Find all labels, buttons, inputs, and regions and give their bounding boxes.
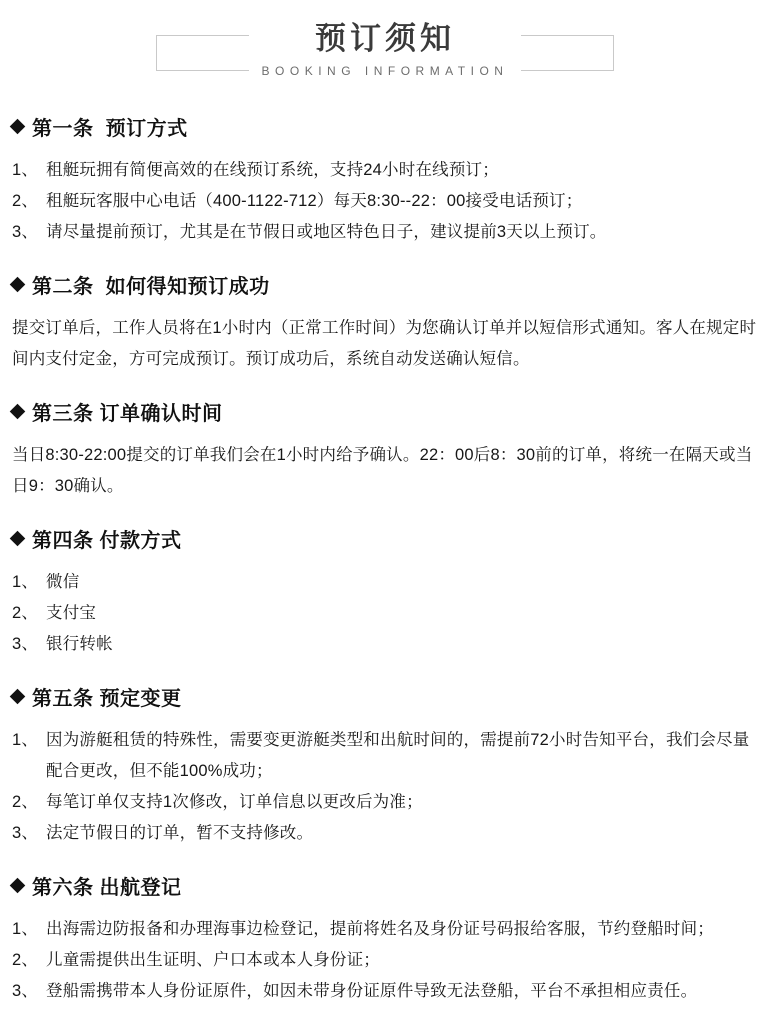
list-item-text: 银行转帐: [46, 635, 113, 653]
list-item-text: 支付宝: [46, 604, 97, 622]
list-item-number: 3、: [12, 223, 39, 241]
list-item-text: 每笔订单仅支持1次修改，订单信息以更改后为准；: [46, 793, 423, 811]
section-title: 第一条 预订方式: [32, 118, 188, 140]
list-item-text: 出海需边防报备和办理海事边检登记，提前将姓名及身份证号码报给客服，节约登船时间；: [46, 920, 714, 938]
subtitle-decorative-frame: [236, 58, 535, 78]
list-item-number: 2、: [12, 951, 39, 969]
list-item-text: 登船需携带本人身份证原件，如因未带身份证原件导致无法登船，平台不承担相应责任。: [46, 982, 698, 1000]
list-item-text: 请尽量提前预订，尤其是在节假日或地区特色日子，建议提前3天以上预订。: [46, 223, 607, 241]
list-item: [12, 914, 758, 945]
diamond-bullet-icon: [10, 878, 26, 894]
list-item: [12, 567, 758, 598]
section-heading: [12, 112, 758, 141]
list-item: [12, 155, 758, 186]
list-item: [12, 818, 758, 849]
section-heading: [12, 524, 758, 553]
list-item-text: 微信: [46, 573, 80, 591]
list-item: [12, 186, 758, 217]
list-item-number: 3、: [12, 824, 39, 842]
list-item: [12, 598, 758, 629]
section-order-confirm-time: [12, 397, 758, 502]
section-title: 第二条 如何得知预订成功: [32, 276, 270, 298]
list-item-number: 3、: [12, 982, 39, 1000]
list-item-number: 1、: [12, 731, 39, 749]
section-departure-registration: [12, 871, 758, 1007]
section-paragraph: 提交订单后，工作人员将在1小时内（正常工作时间）为您确认订单并以短信形式通知。客人在规定时间内支付定金，方可完成预订。预订成功后，系统自动发送确认短信。: [12, 319, 757, 368]
diamond-bullet-icon: [10, 277, 26, 293]
list-item: [12, 217, 758, 248]
list-item-text: 法定节假日的订单，暂不支持修改。: [46, 824, 314, 842]
section-payment-methods: [12, 524, 758, 660]
list-item: [12, 629, 758, 660]
section-booking-method: [12, 112, 758, 248]
section-heading: [12, 270, 758, 299]
list-item-number: 3、: [12, 635, 39, 653]
list-item-number: 1、: [12, 573, 39, 591]
diamond-bullet-icon: [10, 531, 26, 547]
section-title: 第五条 预定变更: [32, 688, 182, 710]
title-block: [176, 20, 595, 80]
section-list: [12, 567, 758, 660]
diamond-bullet-icon: [10, 404, 26, 420]
section-heading: [12, 397, 758, 426]
section-title: 第六条 出航登记: [32, 877, 182, 899]
list-item-number: 2、: [12, 793, 39, 811]
list-item: [12, 976, 758, 1007]
list-item-number: 2、: [12, 192, 39, 210]
document-header: [12, 14, 758, 90]
section-heading: [12, 682, 758, 711]
list-item: [12, 725, 758, 787]
diamond-bullet-icon: [10, 119, 26, 135]
list-item-text: 租艇玩拥有简便高效的在线预订系统，支持24小时在线预订；: [46, 161, 499, 179]
page-subtitle: BOOKING INFORMATION: [261, 64, 509, 78]
section-booking-confirmation: [12, 270, 758, 375]
list-item: [12, 945, 758, 976]
section-list: [12, 155, 758, 248]
section-title: 第三条 订单确认时间: [32, 403, 223, 425]
section-booking-change: [12, 682, 758, 849]
list-item-number: 1、: [12, 920, 39, 938]
list-item-text: 租艇玩客服中心电话（400-1122-712）每天8:30--22：00接受电话预订；: [46, 192, 583, 210]
list-item-number: 1、: [12, 161, 39, 179]
list-item-number: 2、: [12, 604, 39, 622]
section-paragraph: 当日8:30-22:00提交的订单我们会在1小时内给予确认。22：00后8：30前的订单，将统一在隔天或当日9：30确认。: [12, 446, 753, 495]
list-item: [12, 787, 758, 818]
diamond-bullet-icon: [10, 689, 26, 705]
list-item-text: 儿童需提供出生证明、户口本或本人身份证；: [46, 951, 380, 969]
list-item-text: 因为游艇租赁的特殊性，需要变更游艇类型和出航时间的，需提前72小时告知平台，我们会尽量配合更改，但不能100%成功；: [46, 731, 750, 780]
section-list: [12, 914, 758, 1007]
page-title: 预订须知: [314, 21, 455, 56]
section-title: 第四条 付款方式: [32, 530, 182, 552]
section-heading: [12, 871, 758, 900]
section-list: [12, 725, 758, 849]
